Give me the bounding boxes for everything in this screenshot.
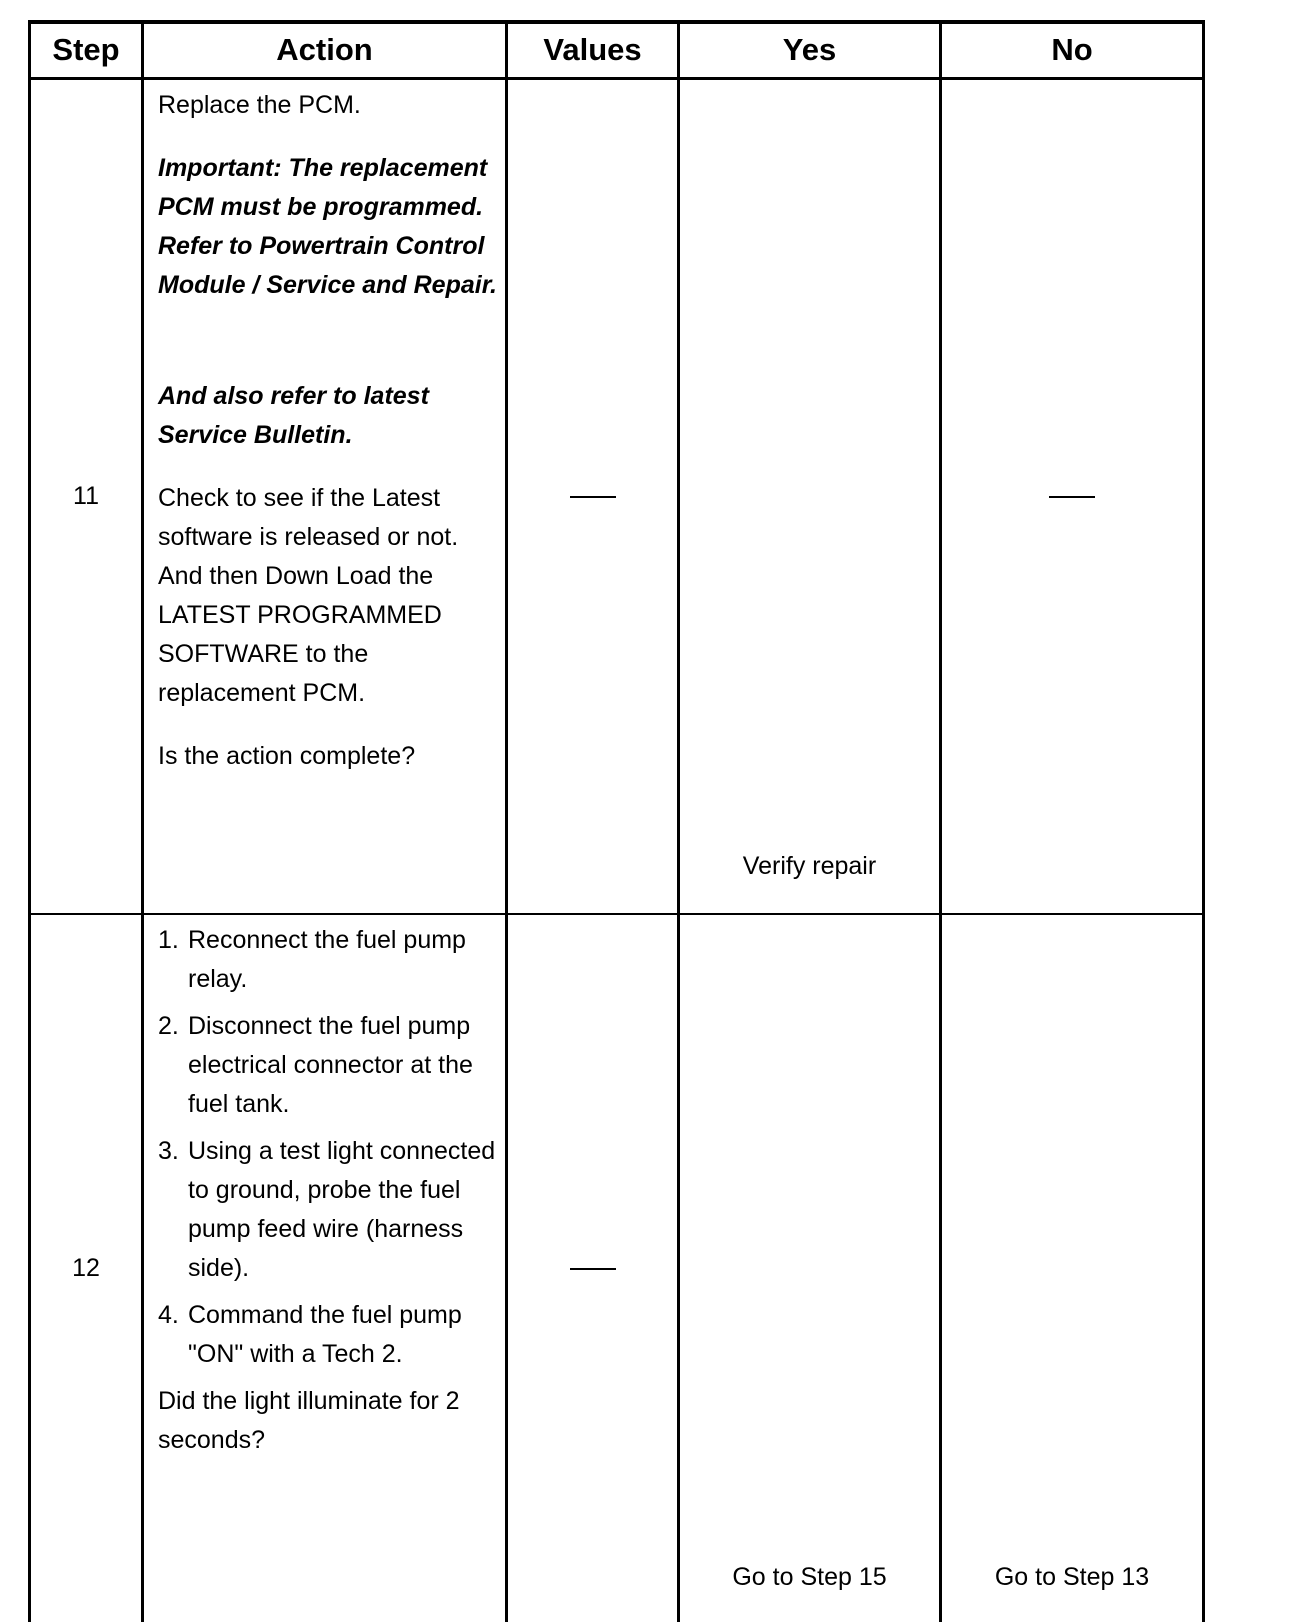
values-dash [570,1268,616,1270]
step-text: Command the fuel pump "ON" with a Tech 2. [188,1301,462,1368]
yes-result: Go to Step 15 [732,1563,887,1591]
action-cell [143,914,507,1622]
header-values: Values [507,22,679,78]
yes-cell [679,78,941,914]
action-intro: Replace the PCM. [158,90,361,119]
step-text: Reconnect the fuel pump relay. [188,926,466,993]
header-no: No [941,22,1204,78]
step-number: 12 [30,914,143,1622]
step-index: 3. [158,1137,179,1165]
list-item [158,1296,497,1374]
header-step: Step [30,22,143,78]
no-dash [1049,496,1095,498]
action-check: Check to see if the Latest software is released or not. And then Down Load the LATEST PROGRAMMED SOFTWARE to the replacement PCM. [158,483,459,707]
values-cell [507,914,679,1622]
table-row [30,914,1204,1622]
header-yes: Yes [679,22,941,78]
action-cell [143,78,507,914]
no-cell [941,914,1204,1622]
step-text: Using a test light connected to ground, probe the fuel pump feed wire (harness side). [188,1137,496,1282]
table-row [30,78,1204,914]
step-text: Disconnect the fuel pump electrical connector at the fuel tank. [188,1012,473,1118]
header-action: Action [143,22,507,78]
diagnostic-table [28,20,1205,1622]
list-item [158,1132,497,1288]
important-note: Important: The replacement PCM must be programmed. Refer to Powertrain Control Module / Service and Repair. [158,153,498,299]
action-question: Is the action complete? [158,741,416,770]
step-number: 11 [30,78,143,914]
values-cell [507,78,679,914]
action-steps [158,921,497,1374]
header-row [30,22,1204,78]
step-index: 4. [158,1301,179,1329]
values-dash [570,496,616,498]
yes-cell [679,914,941,1622]
action-question: Did the light illuminate for 2 seconds? [158,1387,460,1454]
no-cell [941,78,1204,914]
yes-result: Verify repair [742,852,877,880]
step-index: 2. [158,1012,179,1040]
step-index: 1. [158,926,179,954]
no-result: Go to Step 13 [994,1563,1150,1591]
list-item [158,921,497,999]
list-item [158,1007,497,1124]
bulletin-note: And also refer to latest Service Bulletin. [158,381,429,449]
